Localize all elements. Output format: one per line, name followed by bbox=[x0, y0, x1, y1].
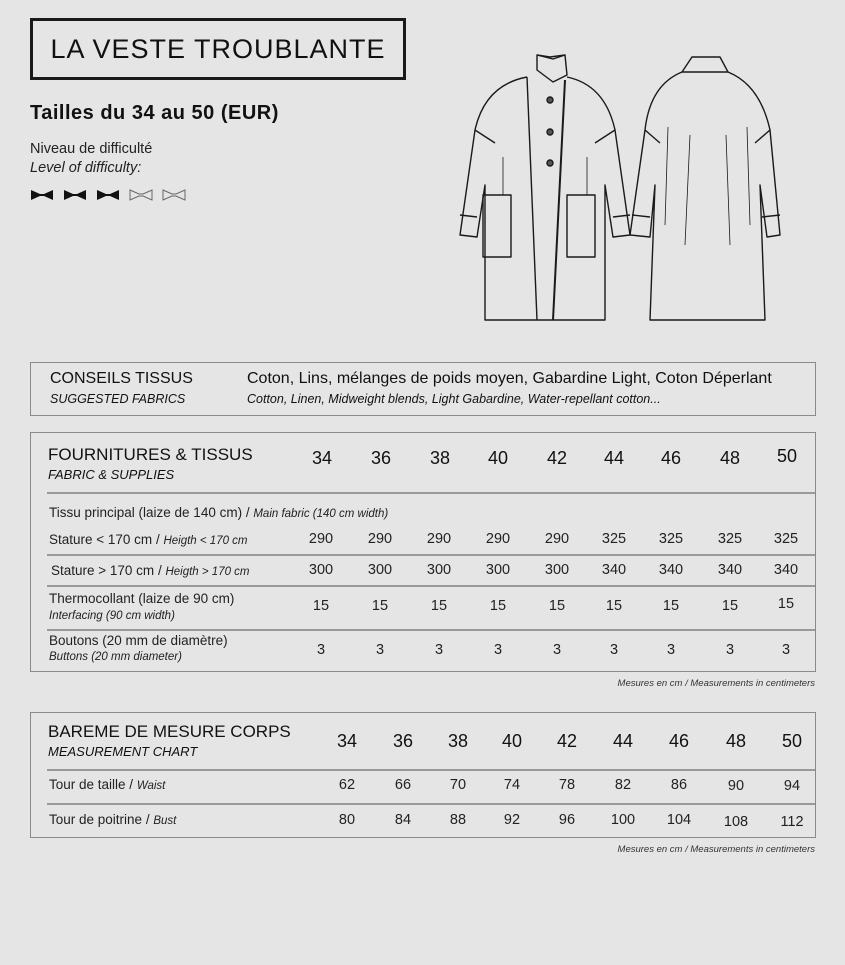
table-cell: 340 bbox=[658, 562, 684, 578]
table-cell: 82 bbox=[614, 777, 632, 793]
table-cell: 15 bbox=[430, 598, 448, 614]
size-header: 50 bbox=[781, 731, 803, 751]
table-cell: 15 bbox=[371, 598, 389, 614]
table-cell: 15 bbox=[605, 598, 623, 614]
measurement-table bbox=[30, 712, 816, 838]
size-header: 40 bbox=[487, 448, 509, 468]
table-cell: 66 bbox=[394, 777, 412, 793]
table-cell: 300 bbox=[308, 562, 334, 578]
row-label-en: Interfacing (90 cm width) bbox=[49, 610, 175, 622]
bowtie-icon-filled bbox=[63, 188, 87, 202]
size-header: 46 bbox=[660, 448, 682, 468]
size-header: 42 bbox=[556, 731, 578, 751]
row-label-fr: Stature > 170 cm bbox=[51, 563, 155, 578]
table-cell: 84 bbox=[394, 812, 412, 828]
size-header: 34 bbox=[336, 731, 358, 751]
row-label-en: Bust bbox=[153, 815, 177, 827]
table-cell: 100 bbox=[610, 812, 636, 828]
divider bbox=[47, 492, 815, 494]
table-cell: 340 bbox=[717, 562, 743, 578]
suggested-fabrics-label-en: SUGGESTED FABRICS bbox=[50, 392, 186, 406]
table-cell: 325 bbox=[773, 531, 799, 547]
bowtie-icon-empty bbox=[129, 188, 153, 202]
row-label: Tour de taille / Waist bbox=[49, 777, 166, 792]
size-header: 44 bbox=[603, 448, 625, 468]
title-box bbox=[30, 18, 406, 80]
table-cell: 3 bbox=[316, 642, 326, 658]
difficulty-label-en: Level of difficulty: bbox=[30, 160, 142, 176]
section-label-fr: Tissu principal (laize de 140 cm) bbox=[49, 505, 243, 520]
size-header: 36 bbox=[370, 448, 392, 468]
size-header: 38 bbox=[447, 731, 469, 751]
size-header: 48 bbox=[725, 731, 747, 751]
size-header: 38 bbox=[429, 448, 451, 468]
table-cell: 290 bbox=[426, 531, 452, 547]
row-label-en: Waist bbox=[136, 780, 166, 792]
separator: / bbox=[242, 505, 254, 520]
units-note: Mesures en cm / Measurements in centimeters bbox=[617, 844, 815, 855]
table-cell: 108 bbox=[723, 814, 749, 830]
table-cell: 70 bbox=[449, 777, 467, 793]
table-cell: 15 bbox=[548, 598, 566, 614]
supplies-title-fr: FOURNITURES & TISSUS bbox=[48, 445, 253, 464]
row-label-fr: Tour de taille bbox=[49, 777, 126, 792]
supplies-title-en: FABRIC & SUPPLIES bbox=[48, 467, 175, 482]
suggested-fabrics-label-fr: CONSEILS TISSUS bbox=[50, 370, 193, 387]
row-label-fr: Stature < 170 cm bbox=[49, 532, 153, 547]
table-cell: 290 bbox=[485, 531, 511, 547]
bowtie-icon-empty bbox=[162, 188, 186, 202]
section-label-en: Main fabric (140 cm width) bbox=[253, 508, 389, 520]
table-cell: 112 bbox=[780, 814, 804, 830]
size-header: 48 bbox=[719, 448, 741, 468]
table-cell: 300 bbox=[485, 562, 511, 578]
coat-back-drawing bbox=[630, 57, 780, 320]
divider bbox=[47, 554, 815, 556]
table-cell: 3 bbox=[725, 642, 735, 658]
divider bbox=[47, 803, 815, 805]
table-cell: 290 bbox=[308, 531, 334, 547]
row-label-en: Heigth < 170 cm bbox=[163, 535, 248, 547]
size-header: 40 bbox=[501, 731, 523, 751]
row-label: Stature > 170 cm / Heigth > 170 cm bbox=[51, 563, 250, 578]
difficulty-label-fr: Niveau de difficulté bbox=[30, 141, 153, 157]
size-header: 34 bbox=[311, 448, 333, 468]
table-cell: 3 bbox=[375, 642, 385, 658]
table-cell: 78 bbox=[558, 777, 576, 793]
difficulty-rating bbox=[30, 188, 186, 202]
table-cell: 3 bbox=[781, 642, 791, 658]
divider bbox=[47, 585, 815, 587]
sizes-heading: Tailles du 34 au 50 (EUR) bbox=[30, 102, 279, 124]
table-cell: 300 bbox=[367, 562, 393, 578]
coat-front-drawing bbox=[460, 55, 630, 320]
size-header: 46 bbox=[668, 731, 690, 751]
table-cell: 104 bbox=[666, 812, 692, 828]
table-cell: 90 bbox=[727, 778, 745, 794]
table-cell: 3 bbox=[493, 642, 503, 658]
table-cell: 325 bbox=[717, 531, 743, 547]
suggested-fabrics-value-en: Cotton, Linen, Midweight blends, Light Gabardine, Water-repellant cotton... bbox=[247, 392, 661, 406]
table-cell: 92 bbox=[503, 812, 521, 828]
table-cell: 15 bbox=[489, 598, 507, 614]
suggested-fabrics-panel bbox=[30, 362, 816, 416]
suggested-fabrics-value-fr: Coton, Lins, mélanges de poids moyen, Gabardine Light, Coton Déperlant bbox=[247, 370, 772, 387]
bowtie-icon-filled bbox=[30, 188, 54, 202]
supplies-table bbox=[30, 432, 816, 672]
row-label: Stature < 170 cm / Heigth < 170 cm bbox=[49, 532, 248, 547]
size-header: 44 bbox=[612, 731, 634, 751]
section-label-main-fabric bbox=[49, 505, 388, 520]
table-cell: 86 bbox=[670, 777, 688, 793]
divider bbox=[47, 769, 815, 771]
table-cell: 340 bbox=[773, 562, 799, 578]
measurement-title-en: MEASUREMENT CHART bbox=[48, 744, 198, 759]
units-note: Mesures en cm / Measurements in centimeters bbox=[617, 678, 815, 689]
table-cell: 15 bbox=[777, 596, 795, 612]
table-cell: 3 bbox=[434, 642, 444, 658]
coat-drawings bbox=[455, 45, 785, 325]
page-title: LA VESTE TROUBLANTE bbox=[50, 33, 386, 64]
table-cell: 325 bbox=[658, 531, 684, 547]
table-cell: 15 bbox=[662, 598, 680, 614]
row-label-fr: Boutons (20 mm de diamètre) bbox=[49, 633, 228, 648]
table-cell: 3 bbox=[666, 642, 676, 658]
table-cell: 15 bbox=[721, 598, 739, 614]
table-cell: 325 bbox=[601, 531, 627, 547]
table-cell: 88 bbox=[449, 812, 467, 828]
table-cell: 290 bbox=[367, 531, 393, 547]
table-cell: 94 bbox=[783, 778, 801, 794]
row-label-en: Heigth > 170 cm bbox=[165, 566, 250, 578]
table-cell: 74 bbox=[503, 777, 521, 793]
bowtie-icon-filled bbox=[96, 188, 120, 202]
row-label-en: Buttons (20 mm diameter) bbox=[49, 651, 182, 663]
size-header: 42 bbox=[546, 448, 568, 468]
row-label-fr: Thermocollant (laize de 90 cm) bbox=[49, 591, 235, 606]
table-cell: 340 bbox=[601, 562, 627, 578]
size-header: 50 bbox=[776, 446, 798, 466]
row-label: Tour de poitrine / Bust bbox=[49, 812, 177, 827]
table-cell: 80 bbox=[338, 812, 356, 828]
divider bbox=[47, 629, 815, 631]
measurement-title-fr: BAREME DE MESURE CORPS bbox=[48, 722, 291, 741]
table-cell: 96 bbox=[558, 812, 576, 828]
size-header: 36 bbox=[392, 731, 414, 751]
row-label-fr: Tour de poitrine bbox=[49, 812, 143, 827]
table-cell: 290 bbox=[544, 531, 570, 547]
table-cell: 300 bbox=[426, 562, 452, 578]
table-cell: 62 bbox=[338, 777, 356, 793]
table-cell: 15 bbox=[312, 598, 330, 614]
table-cell: 3 bbox=[609, 642, 619, 658]
table-cell: 300 bbox=[544, 562, 570, 578]
table-cell: 3 bbox=[552, 642, 562, 658]
